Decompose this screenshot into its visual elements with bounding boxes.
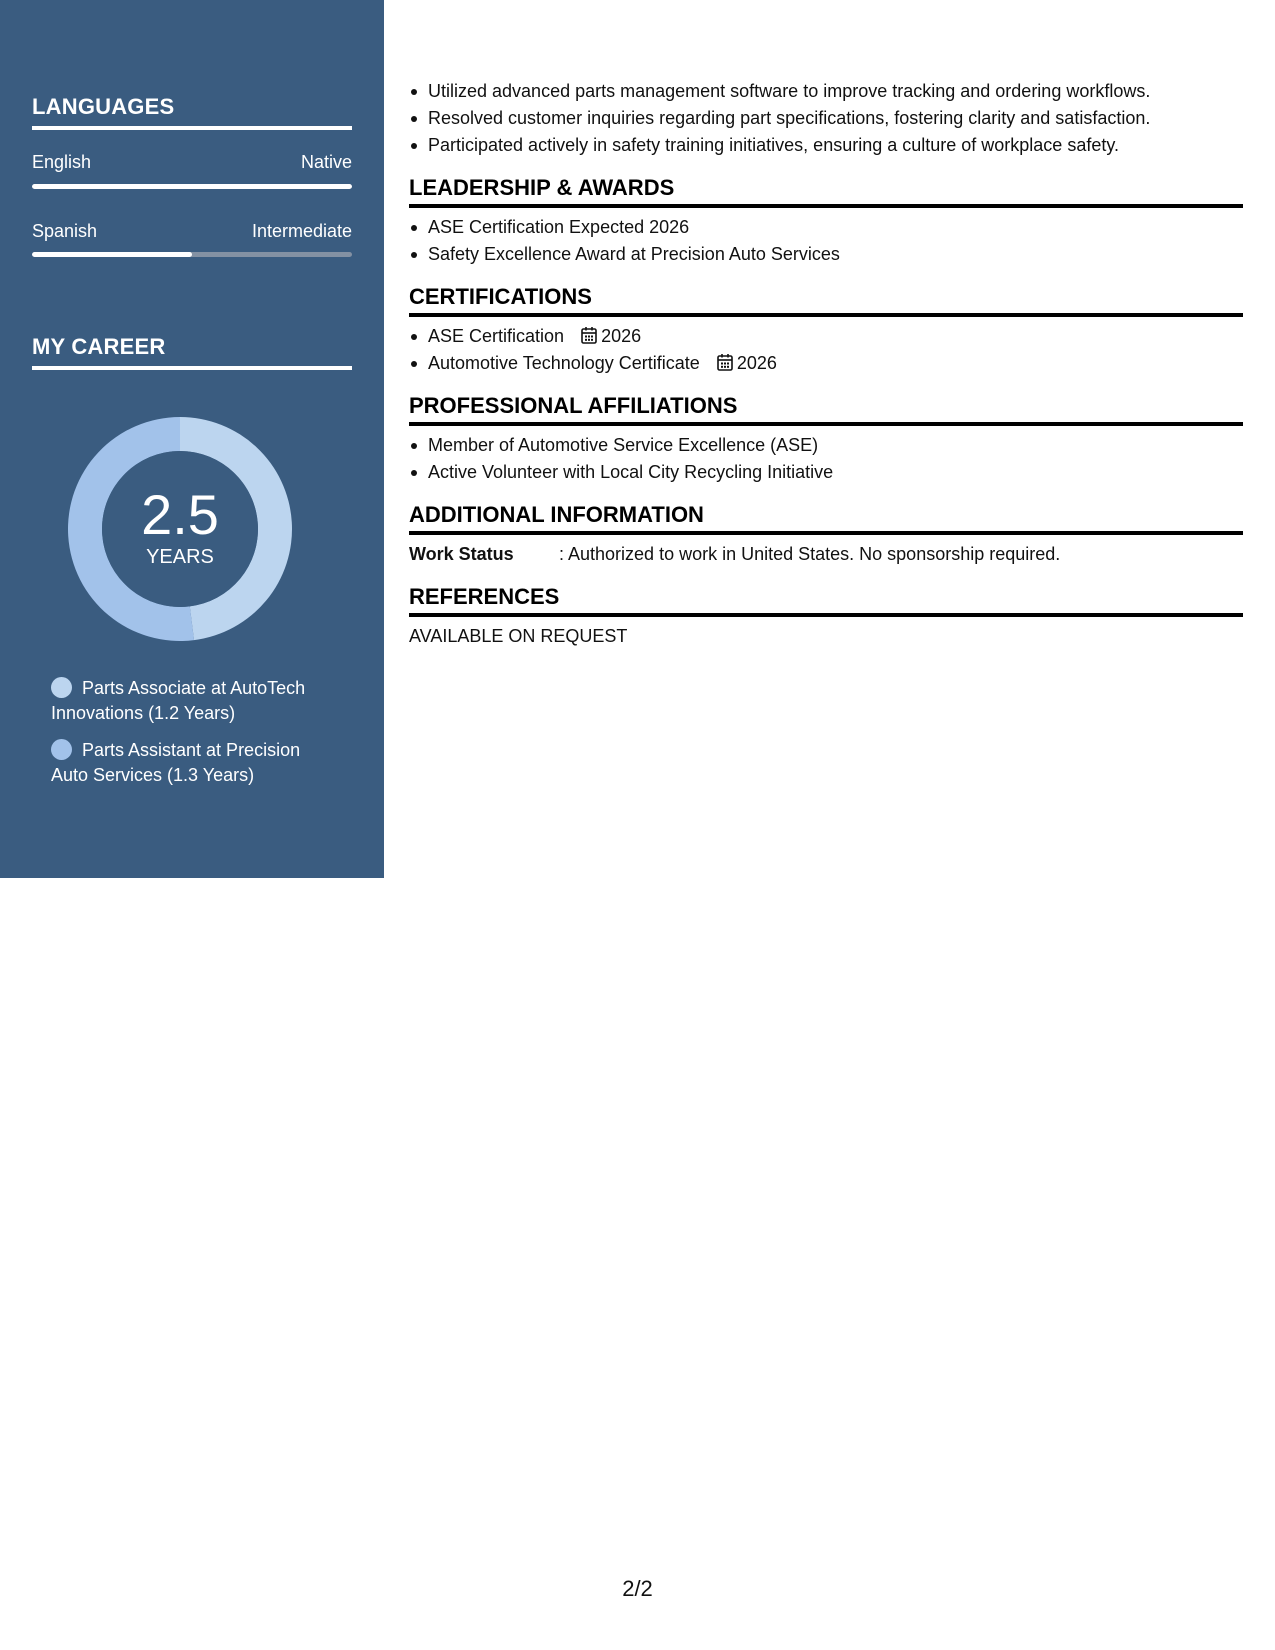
certification-year: 2026 — [601, 326, 642, 346]
language-level: Native — [300, 152, 352, 172]
legend-dot-icon — [51, 739, 72, 760]
work-status-value: : Authorized to work in United States. No sponsorship required. — [559, 544, 1061, 564]
page-number: 2/2 — [622, 1576, 653, 1601]
experience-bullets — [409, 78, 1243, 159]
calendar-icon — [581, 326, 597, 344]
languages-heading: LANGUAGES — [32, 94, 352, 130]
career-legend-item — [51, 676, 341, 726]
certifications-list — [409, 323, 1243, 377]
list-item: Utilized advanced parts management software to improve tracking and ordering workflows. — [409, 78, 1243, 105]
career-legend-label: Parts Assistant at Precision Auto Services (1.3 Years) — [51, 740, 301, 785]
career-total-value: 2.5 — [141, 482, 219, 546]
language-name: English — [32, 152, 92, 172]
affiliations-list — [409, 432, 1243, 486]
language-bar-fill — [32, 184, 352, 189]
list-item: Participated actively in safety training initiatives, ensuring a culture of workplace safety. — [409, 132, 1243, 159]
certification-name: Automotive Technology Certificate — [428, 353, 700, 373]
calendar-icon — [717, 353, 733, 371]
list-item — [409, 323, 1243, 350]
references-heading: REFERENCES — [409, 584, 1243, 617]
list-item — [409, 350, 1243, 377]
leadership-list — [409, 214, 1243, 268]
certifications-heading: CERTIFICATIONS — [409, 284, 1243, 317]
career-total-unit: YEARS — [146, 545, 214, 568]
additional-info-heading: ADDITIONAL INFORMATION — [409, 502, 1243, 535]
language-bar-english — [32, 184, 352, 189]
work-status-row — [409, 541, 1243, 568]
sidebar — [0, 0, 384, 878]
list-item: Member of Automotive Service Excellence (ASE) — [409, 432, 1243, 459]
list-item: Resolved customer inquiries regarding part specifications, fostering clarity and satisfaction. — [409, 105, 1243, 132]
career-heading: MY CAREER — [32, 334, 352, 370]
list-item: Active Volunteer with Local City Recycling Initiative — [409, 459, 1243, 486]
list-item: ASE Certification Expected 2026 — [409, 214, 1243, 241]
language-level: Intermediate — [251, 221, 352, 241]
language-name: Spanish — [32, 221, 98, 241]
career-legend-item — [51, 738, 341, 788]
career-legend-label: Parts Associate at AutoTech Innovations (1.2 Years) — [51, 678, 306, 723]
certification-name: ASE Certification — [428, 326, 565, 346]
references-text: AVAILABLE ON REQUEST — [409, 626, 628, 646]
language-row-english — [32, 152, 352, 173]
list-item: Safety Excellence Award at Precision Auto Services — [409, 241, 1243, 268]
leadership-heading: LEADERSHIP & AWARDS — [409, 175, 1243, 208]
career-donut-chart — [65, 414, 295, 644]
language-bar-spanish — [32, 252, 352, 257]
affiliations-heading: PROFESSIONAL AFFILIATIONS — [409, 393, 1243, 426]
donut-center — [65, 414, 295, 644]
main-content — [409, 78, 1243, 650]
work-status-label: Work Status — [409, 544, 514, 564]
language-bar-fill — [32, 252, 192, 257]
language-row-spanish — [32, 221, 352, 242]
legend-dot-icon — [51, 677, 72, 698]
certification-year: 2026 — [736, 353, 777, 373]
